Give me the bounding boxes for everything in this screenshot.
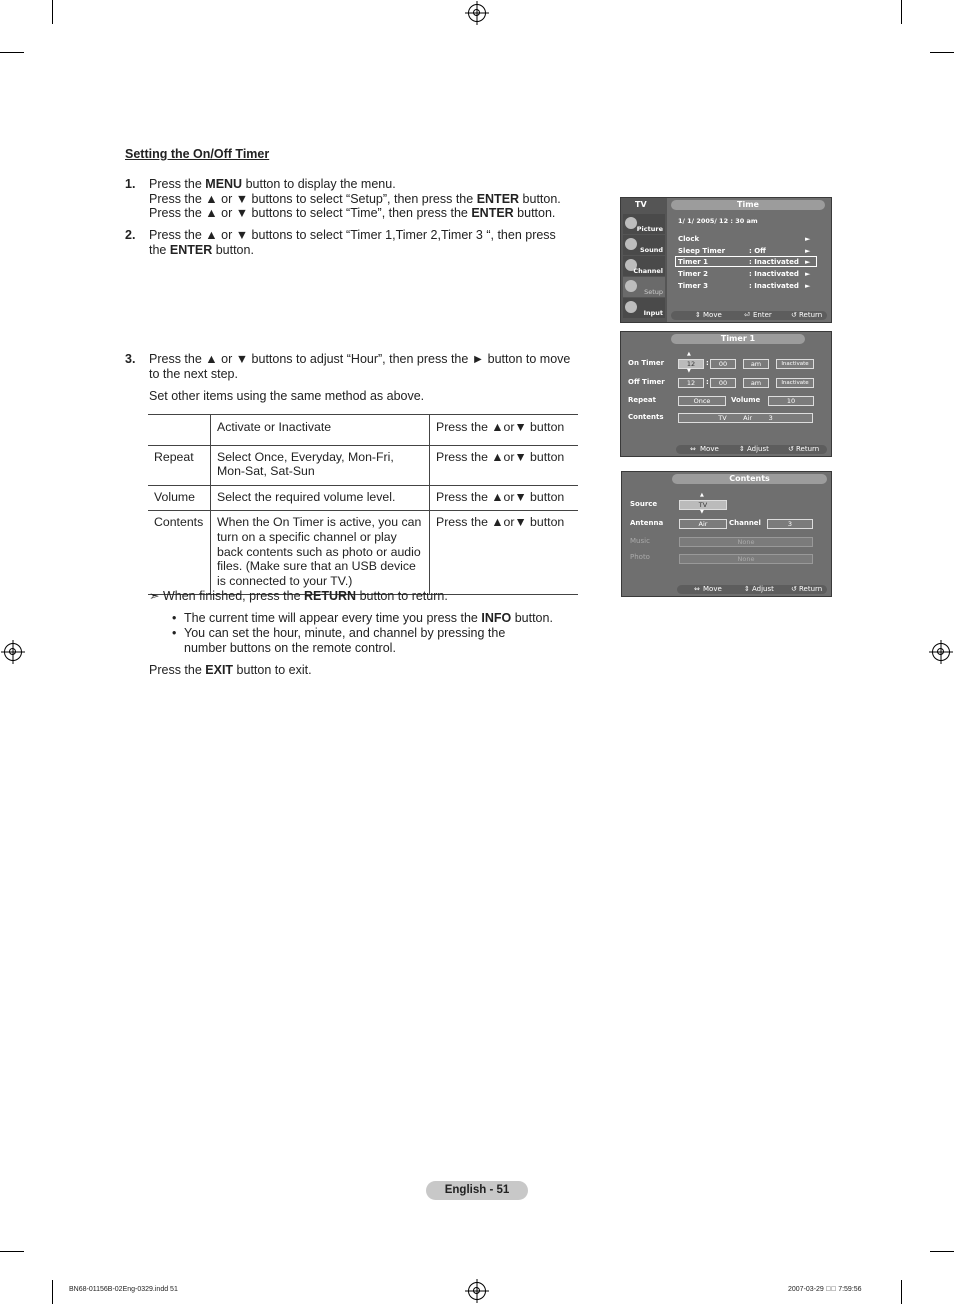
step-number: 2. [125, 228, 136, 242]
crop-mark [930, 1251, 954, 1252]
osd-time-menu [620, 197, 832, 323]
table-cell-item [148, 415, 211, 446]
menu-item-clock[interactable]: Clock [678, 235, 700, 243]
music-field: None [679, 537, 813, 547]
number-buttons-note: You can set the hour, minute, and channel by pressing the number buttons on the remote control. [184, 626, 506, 655]
tv-label: TV [635, 200, 647, 209]
osd-footer: ⇔ Move ⇕ Adjust ↺ Return [676, 445, 827, 454]
table-cell-item: Repeat [148, 445, 211, 485]
photo-field: None [679, 554, 813, 564]
exit-note: Press the EXIT button to exit. [149, 663, 312, 677]
picture-icon [625, 217, 637, 229]
sidebar-item-channel[interactable]: Channel [623, 256, 665, 276]
arrow-icon: ► [805, 235, 811, 243]
menu-item-timer-1[interactable]: Timer 1 [678, 258, 708, 266]
step-1-text: Press the MENU button to display the menu. Press the ▲ or ▼ buttons to select “Setup”, then press the ENTER button. Press the ▲ or ▼ buttons to select “Time”, then press the ENTER button. [149, 177, 561, 221]
move-icon: ⇔ [690, 445, 696, 453]
crop-mark [52, 0, 53, 24]
setup-icon [625, 280, 637, 292]
menu-item-value: : Inactivated [749, 282, 799, 290]
info-note: The current time will appear every time you press the INFO button. [184, 611, 553, 625]
volume-field[interactable]: 10 [768, 396, 814, 406]
photo-label: Photo [630, 553, 650, 561]
slug-filename: BN68-01156B-02Eng-0329.indd 51 [69, 1286, 178, 1293]
volume-label: Volume [731, 396, 761, 404]
input-icon [625, 301, 637, 313]
step-2-text: Press the ▲ or ▼ buttons to select “Timer 1,Timer 2,Timer 3 “, then press the ENTER button. [149, 228, 556, 257]
crop-mark [930, 52, 954, 53]
on-timer-label: On Timer [628, 359, 665, 367]
on-timer-state[interactable]: Inactivate [776, 359, 814, 369]
section-title: Setting the On/Off Timer [125, 147, 270, 161]
antenna-field[interactable]: Air [679, 519, 727, 529]
table-row [148, 511, 578, 595]
down-arrow-icon: ▼ [687, 368, 691, 374]
table-cell-desc: When the On Timer is active, you can turn on a specific channel or play back contents such as photo or audio files. (Make sure that an USB device is connected to your TV.) [211, 511, 430, 595]
on-timer-minute[interactable]: 00 [710, 359, 736, 369]
up-arrow-icon: ▲ [700, 492, 704, 498]
arrow-icon: ► [805, 258, 811, 266]
off-timer-hour[interactable]: 12 [678, 378, 704, 388]
sidebar-item-input[interactable]: Input [623, 298, 665, 318]
table-cell-desc: Select Once, Everyday, Mon-Fri, Mon-Sat, Sat-Sun [211, 445, 430, 485]
menu-item-timer-2[interactable]: Timer 2 [678, 270, 708, 278]
down-arrow-icon: ▼ [700, 509, 704, 515]
osd-contents [621, 471, 832, 597]
sound-icon [625, 238, 637, 250]
contents-label: Contents [628, 413, 664, 421]
registration-mark-icon [4, 643, 22, 661]
arrow-icon: ► [805, 270, 811, 278]
antenna-label: Antenna [630, 519, 664, 527]
up-arrow-icon: ▲ [687, 351, 691, 357]
step-number: 3. [125, 352, 136, 366]
repeat-field[interactable]: Once [678, 396, 726, 406]
registration-mark-icon [468, 1282, 486, 1300]
osd-footer: ⇕ Move ⏎ Enter ↺ Return [671, 311, 827, 320]
table-row [148, 415, 578, 446]
table-cell-desc: Activate or Inactivate [211, 415, 430, 446]
step-3-text: Press the ▲ or ▼ buttons to adjust “Hour”, then press the ► button to move to the next step. [149, 352, 571, 381]
on-timer-ampm[interactable]: am [743, 359, 769, 369]
source-label: Source [630, 500, 658, 508]
arrow-icon: ► [805, 282, 811, 290]
return-icon: ↺ [791, 585, 797, 593]
move-icon: ⇔ [694, 585, 700, 593]
crop-mark [901, 0, 902, 24]
timer-options-table [148, 414, 578, 595]
step-number: 1. [125, 177, 136, 191]
adjust-icon: ⇕ [739, 445, 745, 453]
menu-item-timer-3[interactable]: Timer 3 [678, 282, 708, 290]
osd-timer-1: Timer 1 On Timer ▲ 12 ▼ : 00 am Inactivate Off Timer 12 : 00 am Inactivate Repeat Once Volume 10 Contents TV Air 3 ⇔ Move ⇕ Adjust ↺ Return [620, 331, 832, 457]
return-icon: ↺ [788, 445, 794, 453]
crop-mark [0, 52, 24, 53]
channel-field[interactable]: 3 [767, 519, 813, 529]
menu-item-value: : Inactivated [749, 270, 799, 278]
sidebar-item-sound[interactable]: Sound [623, 235, 665, 255]
off-timer-ampm[interactable]: am [743, 378, 769, 388]
repeat-label: Repeat [628, 396, 656, 404]
crop-mark [0, 1251, 24, 1252]
arrow-icon: ► [805, 247, 811, 255]
enter-icon: ⏎ [744, 311, 750, 319]
menu-item-value: : Inactivated [749, 258, 799, 266]
bullet: • [172, 611, 177, 625]
osd-header: Contents [672, 474, 827, 484]
adjust-icon: ⇕ [744, 585, 750, 593]
menu-item-value: : Off [749, 247, 766, 255]
page-number: English - 51 [426, 1181, 528, 1200]
table-row [148, 485, 578, 511]
bullet: • [172, 626, 177, 640]
slug-timestamp: 2007-03-29 ￿￿ 7:59:56 [788, 1286, 862, 1293]
menu-item-sleep-timer[interactable]: Sleep Timer [678, 247, 726, 255]
osd-header: Timer 1 [671, 334, 805, 344]
crop-mark [901, 1280, 902, 1304]
off-timer-label: Off Timer [628, 378, 665, 386]
table-cell-action: Press the ▲or▼ button [430, 415, 579, 446]
on-timer-hour[interactable]: 12 [678, 359, 704, 369]
table-cell-action: Press the ▲or▼ button [430, 485, 579, 511]
clock-value: 1/ 1/ 2005/ 12 : 30 am [678, 217, 758, 225]
osd-header: Time [671, 200, 825, 210]
return-icon: ↺ [791, 311, 797, 319]
off-timer-state[interactable]: Inactivate [776, 378, 814, 388]
osd-footer: ⇔ Move ⇕ Adjust ↺ Return [677, 585, 827, 594]
step-3-note: Set other items using the same method as above. [149, 389, 425, 403]
sidebar-item-setup[interactable]: Setup [623, 277, 665, 297]
channel-label: Channel [729, 519, 761, 527]
table-cell-item: Contents [148, 511, 211, 595]
table-cell-action: Press the ▲or▼ button [430, 511, 579, 595]
table-cell-desc: Select the required volume level. [211, 485, 430, 511]
return-note: ➣ When finished, press the RETURN button to return. [149, 589, 448, 603]
sidebar-item-picture[interactable]: Picture [623, 214, 665, 234]
off-timer-minute[interactable]: 00 [710, 378, 736, 388]
table-row [148, 445, 578, 485]
music-label: Music [630, 537, 650, 545]
source-field[interactable]: TV [679, 500, 727, 510]
registration-mark-icon [468, 4, 486, 22]
contents-field[interactable]: TV Air 3 [678, 413, 813, 423]
registration-mark-icon [932, 643, 950, 661]
table-cell-item: Volume [148, 485, 211, 511]
move-icon: ⇕ [695, 311, 701, 319]
crop-mark [52, 1280, 53, 1304]
table-cell-action: Press the ▲or▼ button [430, 445, 579, 485]
